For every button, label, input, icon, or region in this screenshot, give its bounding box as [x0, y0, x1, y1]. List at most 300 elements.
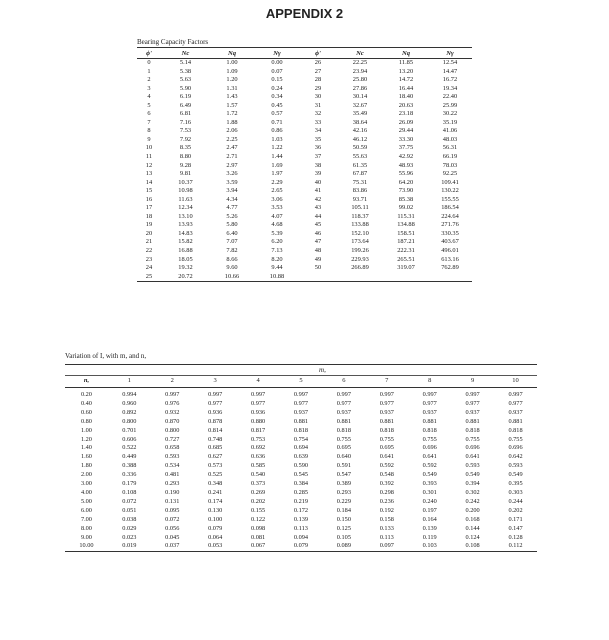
table-cell: 0.285 [293, 488, 309, 496]
table-cell: 55.63 [352, 153, 368, 161]
table-cell: 0.168 [465, 515, 480, 523]
table-cell: 4 [147, 93, 151, 101]
table-cell: 5.39 [271, 229, 283, 237]
table-cell: 0.336 [122, 471, 137, 479]
table-cell: 7.13 [271, 247, 283, 255]
table-cell: 271.76 [441, 221, 459, 229]
table-cell: 0.144 [465, 524, 480, 532]
table-cell: 0.818 [379, 426, 394, 434]
table-cell: 0.392 [379, 480, 394, 488]
table-cell: 0.937 [465, 408, 480, 416]
table-cell: 0.301 [422, 488, 437, 496]
n-value-cell: 1.00 [80, 426, 92, 434]
table-cell: 109.41 [441, 178, 459, 186]
table-row [137, 256, 472, 265]
table-cell: 0.817 [250, 426, 266, 434]
n-label: n, [65, 376, 108, 388]
table-row [137, 213, 472, 222]
table-cell: 2.97 [226, 161, 238, 169]
table-cell: 5.38 [179, 67, 192, 75]
table-cell: 0.023 [122, 533, 137, 541]
table-cell: 0.727 [165, 435, 180, 443]
table-cell: 16.44 [398, 84, 414, 92]
table-cell: 0.696 [422, 444, 437, 452]
table-row [65, 507, 537, 516]
table-cell: 0.119 [422, 533, 437, 541]
table-cell: 50 [314, 264, 322, 272]
table-cell: 0.089 [322, 542, 365, 551]
table-cell: 199.26 [351, 247, 369, 255]
table-cell: 30 [314, 93, 322, 101]
table-cell: 186.54 [441, 204, 459, 212]
table-cell: 2 [147, 76, 151, 84]
table-cell: 0.997 [165, 391, 180, 398]
table-cell: 37 [314, 153, 322, 161]
table-cell: 12.34 [178, 204, 193, 212]
table-cell: 118.37 [351, 212, 369, 220]
table-cell: 35.49 [352, 110, 368, 118]
table-cell: 0.019 [108, 542, 151, 551]
table-cell: 36 [314, 144, 322, 152]
table-cell: 0.694 [293, 444, 309, 452]
table-cell: 0.545 [293, 471, 309, 479]
table-row [65, 444, 537, 453]
table-cell: 13.20 [398, 67, 414, 75]
table-cell: 0.997 [465, 391, 480, 398]
n-value-cell: 10.00 [65, 542, 108, 551]
table-cell: 224.64 [441, 212, 459, 220]
table-row [65, 400, 537, 409]
table-cell: 0.977 [508, 399, 523, 407]
table-cell: 0.977 [208, 399, 223, 407]
table-cell: 13.93 [178, 221, 193, 229]
table-cell: 8.80 [179, 153, 192, 161]
n-value-cell: 0.20 [80, 391, 92, 398]
table-cell: 0.045 [165, 533, 180, 541]
table-cell: 0.695 [336, 444, 351, 452]
table-cell [300, 273, 336, 282]
table-cell: 0.158 [379, 515, 394, 523]
table-cell: 1.57 [226, 101, 238, 109]
table-cell: 0.200 [465, 506, 480, 514]
n-value-cell: 4.00 [80, 488, 92, 496]
table-cell: 0.064 [208, 533, 223, 541]
table-row [137, 136, 472, 145]
table-cell: 0.179 [122, 480, 137, 488]
table-cell: 0.818 [336, 426, 351, 434]
table-cell: 0.051 [122, 506, 137, 514]
table-cell: 6.19 [179, 93, 192, 101]
table-cell: 5 [147, 101, 151, 109]
table-cell: 0.373 [250, 480, 266, 488]
table-cell: 0.072 [122, 497, 137, 505]
table-cell: 0.701 [122, 426, 137, 434]
table-cell: 4.68 [271, 221, 283, 229]
table-cell: 0.07 [271, 67, 283, 75]
table-cell: 6.81 [179, 110, 192, 118]
table-cell: 10.98 [178, 187, 193, 195]
table-cell: 18 [145, 212, 153, 220]
table-cell: 0.994 [122, 391, 137, 398]
m-value-header: 2 [151, 376, 194, 388]
table-cell: 0.932 [165, 408, 180, 416]
table-cell: 0.997 [250, 391, 266, 398]
table-cell: 3.06 [271, 195, 283, 203]
table-cell: 49 [314, 255, 322, 263]
table-cell: 99.02 [398, 204, 414, 212]
table-cell: 12 [145, 161, 153, 169]
table-cell: 5.63 [179, 76, 192, 84]
table-cell: 64.20 [398, 178, 414, 186]
table-cell: 4.77 [226, 204, 238, 212]
table-cell: 0.108 [451, 542, 494, 551]
table-cell: 2.29 [271, 178, 283, 186]
table-cell: 9 [147, 135, 151, 143]
col-header-nq: Nq [227, 49, 237, 57]
table-cell: 56.31 [442, 144, 458, 152]
col-header-ngamma: Nγ [273, 49, 281, 57]
table-cell: 0.658 [165, 444, 180, 452]
table-cell: 66.19 [442, 153, 458, 161]
table-cell: 67.87 [352, 170, 368, 178]
table-cell: 613.16 [441, 255, 459, 263]
table-cell: 11 [145, 153, 153, 161]
table-cell: 30.14 [352, 93, 368, 101]
table-cell: 21 [145, 238, 153, 246]
col-header-phi-2: ϕ' [315, 49, 321, 57]
table-cell: 0.881 [379, 417, 394, 425]
table-cell: 0.880 [250, 417, 266, 425]
table-cell: 0.593 [165, 453, 180, 461]
table-cell: 9.81 [179, 170, 192, 178]
table-cell: 0.606 [122, 435, 137, 443]
table-cell: 0.079 [208, 524, 223, 532]
n-value-cell: 0.40 [80, 399, 92, 407]
table-cell: 28 [314, 76, 322, 84]
table-cell: 0 [147, 59, 151, 66]
table-cell: 0.395 [508, 480, 523, 488]
table-cell: 0.696 [465, 444, 480, 452]
n-value-cell: 1.20 [80, 435, 92, 443]
table-cell: 0.818 [465, 426, 480, 434]
table-cell: 0.219 [293, 497, 309, 505]
table-cell: 2.06 [226, 127, 238, 135]
table-cell: 1.44 [271, 153, 283, 161]
table-cell: 24 [145, 264, 153, 272]
table-cell: 73.90 [398, 187, 414, 195]
table-cell: 3.59 [226, 178, 238, 186]
table-cell: 0.242 [465, 497, 480, 505]
table-cell: 0.640 [336, 453, 351, 461]
table-cell: 0.449 [122, 453, 137, 461]
table-cell: 16.88 [178, 247, 193, 255]
table-cell: 0.094 [293, 533, 309, 541]
table-row [137, 204, 472, 213]
table-cell: 265.51 [397, 255, 415, 263]
table-cell: 0.755 [508, 435, 523, 443]
table-cell: 2.65 [271, 187, 283, 195]
table-cell: 1.69 [271, 161, 283, 169]
table-cell: 134.88 [397, 221, 415, 229]
table-cell: 0.269 [250, 488, 266, 496]
table-cell: 0.977 [465, 399, 480, 407]
table-cell: 40 [314, 178, 322, 186]
table-cell: 0.592 [422, 462, 437, 470]
table-cell: 0.197 [422, 506, 437, 514]
bearing-capacity-table [137, 47, 472, 282]
table-cell: 0.241 [208, 488, 223, 496]
table-cell: 0.164 [422, 515, 437, 523]
table-cell: 0.755 [422, 435, 437, 443]
table-cell: 11.63 [178, 195, 193, 203]
table-cell: 105.11 [351, 204, 369, 212]
table-cell: 93.71 [352, 195, 368, 203]
table-cell: 8.66 [226, 255, 238, 263]
table-cell: 41.06 [442, 127, 458, 135]
m-value-header: 6 [322, 376, 365, 388]
table-cell: 19 [145, 221, 153, 229]
table-cell: 0.692 [250, 444, 266, 452]
n-value-cell: 2.00 [80, 471, 92, 479]
table-cell: 0.641 [422, 453, 437, 461]
table-cell: 46 [314, 229, 322, 237]
table-cell: 29 [314, 84, 322, 92]
table-cell: 130.22 [441, 187, 459, 195]
table-row [65, 534, 537, 543]
table-cell: 37.75 [398, 144, 414, 152]
table-cell: 0.095 [165, 506, 180, 514]
table-cell: 0.053 [194, 542, 237, 551]
table-cell: 14 [145, 178, 153, 186]
table-cell: 0.00 [271, 59, 283, 66]
table-cell: 1.43 [226, 93, 238, 101]
table-cell: 0.147 [508, 524, 523, 532]
table-cell: 152.10 [351, 229, 369, 237]
table-cell: 42.16 [352, 127, 368, 135]
table-cell: 0.174 [208, 497, 223, 505]
table-row [65, 427, 537, 436]
table-cell: 1.88 [226, 118, 238, 126]
table-cell: 9.60 [226, 264, 238, 272]
table-cell: 1 [147, 67, 151, 75]
n-value-cell: 9.00 [80, 533, 92, 541]
table-row [137, 170, 472, 179]
table-cell: 34 [314, 127, 322, 135]
table-cell: 7 [147, 118, 151, 126]
n-value-cell: 0.80 [80, 417, 92, 425]
table-cell: 1.03 [271, 135, 283, 143]
table-cell: 330.35 [441, 229, 459, 237]
table-cell: 0.125 [336, 524, 351, 532]
table-cell: 0.976 [165, 399, 180, 407]
table-cell: 4.07 [271, 212, 283, 220]
table-cell: 5.14 [179, 59, 192, 66]
table-cell: 0.525 [208, 471, 223, 479]
table-cell: 1.22 [271, 144, 283, 152]
table-cell: 0.977 [336, 399, 351, 407]
table-cell: 3.26 [226, 170, 238, 178]
table-cell: 0.748 [208, 435, 223, 443]
table-cell: 0.936 [208, 408, 223, 416]
table-row [65, 436, 537, 445]
table-cell: 6 [147, 110, 151, 118]
table-row [65, 525, 537, 534]
table-cell: 0.870 [165, 417, 180, 425]
table-cell: 0.103 [408, 542, 451, 551]
table-cell: 0.236 [379, 497, 394, 505]
m-label: m, [108, 365, 537, 376]
table-cell: 11.85 [398, 59, 414, 66]
table-cell: 0.100 [208, 515, 223, 523]
m-label-row [65, 365, 537, 376]
table-cell: 14.47 [442, 67, 458, 75]
col-header-nq-2: Nq [401, 49, 411, 57]
table-cell: 33 [314, 118, 322, 126]
m-value-header: 7 [365, 376, 408, 388]
table-row [65, 489, 537, 498]
table-cell: 0.997 [379, 391, 394, 398]
table-cell: 61.35 [352, 161, 368, 169]
table-cell: 0.34 [271, 93, 283, 101]
table-cell: 0.818 [422, 426, 437, 434]
table-row [137, 153, 472, 162]
table-cell: 133.88 [351, 221, 369, 229]
col-header-nc: Nc [181, 49, 190, 57]
table-cell: 0.818 [293, 426, 309, 434]
table-cell: 85.38 [398, 195, 414, 203]
table-cell: 42.92 [398, 153, 414, 161]
table-row [65, 388, 537, 400]
table-cell: 50.59 [352, 144, 368, 152]
table-row [137, 230, 472, 239]
n-value-cell: 0.60 [80, 408, 92, 416]
table-row [137, 196, 472, 205]
table-cell: 25.80 [352, 76, 368, 84]
table-cell: 45 [314, 221, 322, 229]
table-cell: 10 [145, 144, 153, 152]
table-row [65, 453, 537, 462]
table-cell: 0.172 [293, 506, 309, 514]
table-cell: 3 [147, 84, 151, 92]
table-row [137, 179, 472, 188]
table-cell: 7.16 [179, 118, 192, 126]
table-cell: 17 [145, 204, 153, 212]
table-cell: 0.293 [336, 488, 351, 496]
m-value-header: 1 [108, 376, 151, 388]
table-cell: 0.585 [250, 462, 266, 470]
table-row [137, 238, 472, 247]
table-cell: 0.113 [379, 533, 394, 541]
table-row [65, 409, 537, 418]
table-cell: 7.92 [179, 135, 192, 143]
table-cell: 0.298 [379, 488, 394, 496]
table-cell: 0.593 [465, 462, 480, 470]
table-cell: 18.05 [178, 255, 193, 263]
table-cell: 0.113 [294, 524, 308, 532]
table-cell: 19.34 [442, 84, 458, 92]
table-cell: 31 [314, 101, 322, 109]
table-cell: 20 [145, 229, 153, 237]
bearing-header-row [137, 48, 472, 59]
table-cell: 0.522 [122, 444, 137, 452]
table-cell: 0.384 [293, 480, 309, 488]
table-cell: 5.90 [179, 84, 192, 92]
table-cell: 0.202 [508, 506, 523, 514]
table-cell: 41 [314, 187, 322, 195]
table-cell: 20.63 [398, 101, 414, 109]
table-cell: 0.937 [336, 408, 351, 416]
table-cell: 47 [314, 238, 322, 246]
table-cell: 15.82 [178, 238, 193, 246]
table-cell: 0.139 [422, 524, 437, 532]
table-cell: 27.86 [352, 84, 368, 92]
table-cell: 0.754 [293, 435, 309, 443]
table-cell: 0.202 [250, 497, 266, 505]
table-cell: 13 [145, 170, 153, 178]
table-cell: 0.081 [250, 533, 266, 541]
table-cell: 0.977 [379, 399, 394, 407]
table-cell: 0.389 [336, 480, 351, 488]
table-cell: 46.12 [352, 135, 368, 143]
table-cell: 23.94 [352, 67, 368, 75]
table-cell: 0.818 [508, 426, 523, 434]
table-cell: 3.53 [271, 204, 283, 212]
table-cell: 0.540 [250, 471, 266, 479]
table-row [65, 462, 537, 471]
table-cell: 0.139 [293, 515, 309, 523]
n-value-cell: 6.00 [80, 506, 92, 514]
table-cell: 0.105 [336, 533, 351, 541]
table-cell: 0.71 [271, 118, 283, 126]
m-value-header: 3 [194, 376, 237, 388]
table-cell: 1.09 [226, 67, 238, 75]
table-cell [428, 273, 472, 282]
table-cell: 0.067 [237, 542, 280, 551]
table-cell: 0.072 [165, 515, 180, 523]
table-cell: 5.26 [226, 212, 238, 220]
table-cell: 48.03 [442, 135, 458, 143]
m-label-spacer [65, 365, 108, 376]
table-cell: 0.977 [293, 399, 309, 407]
table-cell: 0.878 [208, 417, 223, 425]
table-cell: 0.303 [508, 488, 523, 496]
table-cell: 0.937 [508, 408, 523, 416]
table-cell: 4.34 [226, 195, 238, 203]
table-cell: 229.93 [351, 255, 369, 263]
table-cell: 0.881 [293, 417, 309, 425]
table-cell: 55.96 [398, 170, 414, 178]
table-cell: 0.393 [422, 480, 437, 488]
table-cell: 2.47 [226, 144, 238, 152]
table-cell: 0.881 [465, 417, 480, 425]
table-cell: 14.83 [178, 229, 193, 237]
table-cell: 13.10 [178, 212, 193, 220]
table-cell: 0.302 [465, 488, 480, 496]
table-cell: 38.64 [352, 118, 368, 126]
table-cell: 0.549 [465, 471, 480, 479]
table-cell: 0.636 [250, 453, 266, 461]
table-cell: 0.86 [271, 127, 283, 135]
table-cell: 20.72 [178, 272, 193, 280]
col-header-phi: ϕ' [146, 49, 152, 57]
table-cell: 9.44 [271, 264, 283, 272]
table-cell: 0.547 [336, 471, 351, 479]
table-cell: 18.40 [398, 93, 414, 101]
table-row [65, 480, 537, 489]
m-value-header: 4 [237, 376, 280, 388]
table-cell: 1.31 [226, 84, 238, 92]
table-cell: 0.593 [508, 462, 523, 470]
